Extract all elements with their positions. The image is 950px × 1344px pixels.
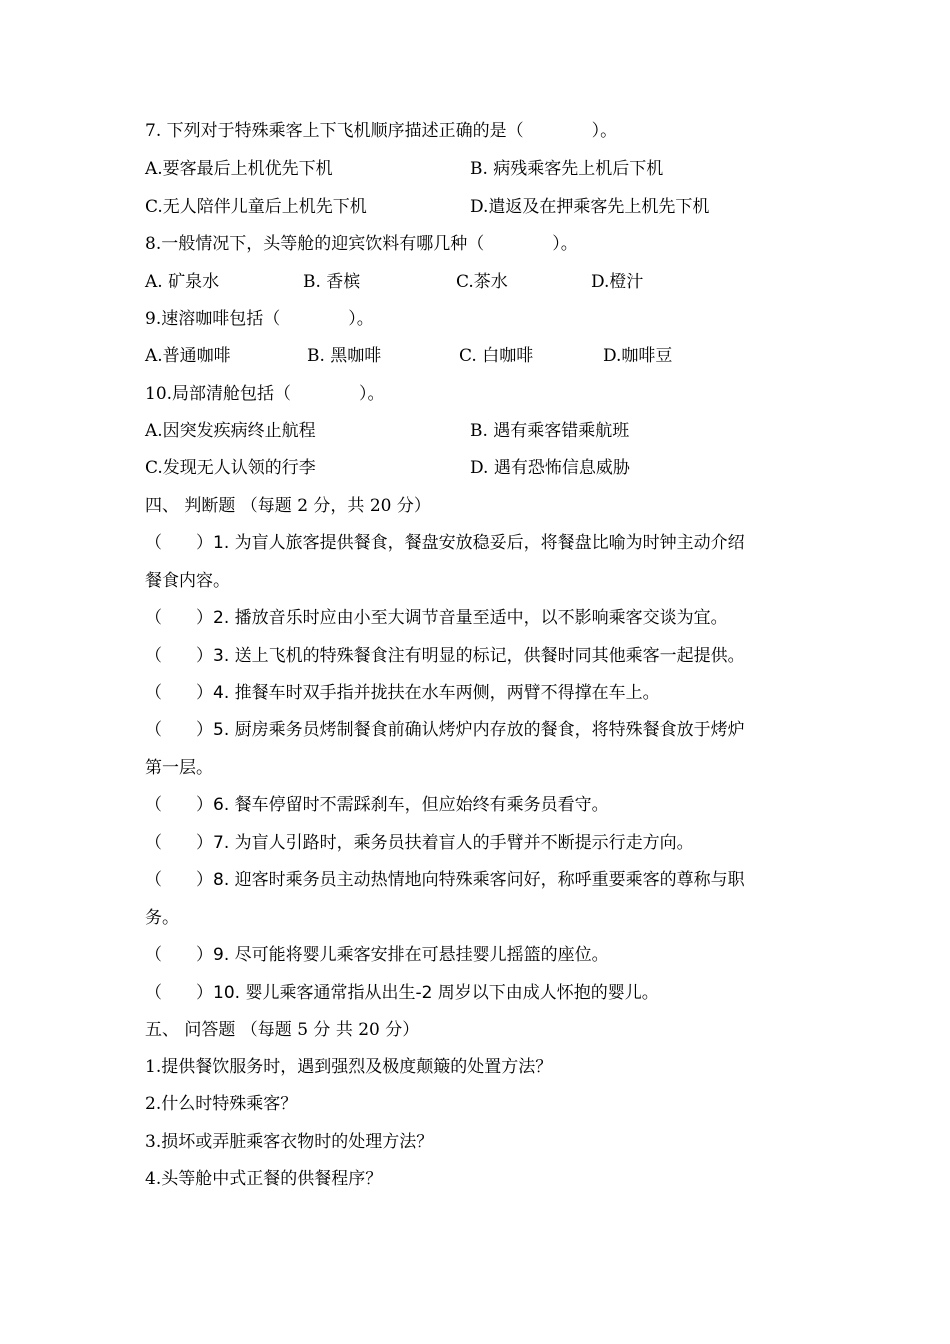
option-d: D.咖啡豆 (603, 346, 673, 366)
option-b: B. 黑咖啡 (307, 346, 382, 366)
judge-item-9: （ ）9. 尽可能将婴儿乘客安排在可悬挂婴儿摇篮的座位。 (145, 945, 609, 965)
judge-item-5: （ ）5. 厨房乘务员烤制餐食前确认烤炉内存放的餐食，将特殊餐食放于烤炉 (145, 720, 745, 740)
option-c: C.无人陪伴儿童后上机先下机 (145, 197, 367, 217)
judge-item-3: （ ）3. 送上飞机的特殊餐食注有明显的标记，供餐时同其他乘客一起提供。 (145, 646, 745, 666)
judge-item-10: （ ）10. 婴儿乘客通常指从出生-2 周岁以下由成人怀抱的婴儿。 (145, 983, 659, 1003)
option-c: C.发现无人认领的行李 (145, 458, 316, 478)
question-8-stem: 8.一般情况下，头等舱的迎宾饮料有哪几种（ ）。 (145, 234, 578, 254)
option-c: C. 白咖啡 (459, 346, 534, 366)
option-d: D.橙汁 (591, 272, 644, 292)
judge-item-2: （ ）2. 播放音乐时应由小至大调节音量至适中，以不影响乘客交谈为宜。 (145, 608, 728, 628)
question-7-stem: 7. 下列对于特殊乘客上下飞机顺序描述正确的是（ ）。 (145, 121, 618, 141)
judge-item-5-continued: 第一层。 (145, 758, 213, 778)
question-9-stem: 9.速溶咖啡包括（ ）。 (145, 309, 374, 329)
judge-item-1: （ ）1. 为盲人旅客提供餐食，餐盘安放稳妥后，将餐盘比喻为时钟主动介绍 (145, 533, 745, 553)
judge-item-4: （ ）4. 推餐车时双手指并拢扶在水车两侧，两臂不得撑在车上。 (145, 683, 660, 703)
option-d: D. 遇有恐怖信息威胁 (470, 458, 630, 478)
qa-item-3: 3.损坏或弄脏乘客衣物时的处理方法？ (145, 1132, 434, 1152)
qa-item-1: 1.提供餐饮服务时，遇到强烈及极度颠簸的处置方法？ (145, 1057, 553, 1077)
section-heading-judge: 四、 判断题 （每题 2 分，共 20 分） (145, 496, 431, 516)
option-b: B. 遇有乘客错乘航班 (470, 421, 630, 441)
qa-item-2: 2.什么时特殊乘客？ (145, 1094, 298, 1114)
judge-item-8: （ ）8. 迎客时乘务员主动热情地向特殊乘客问好，称呼重要乘客的尊称与职 (145, 870, 745, 890)
option-b: B. 病残乘客先上机后下机 (470, 159, 664, 179)
option-a: A.普通咖啡 (145, 346, 231, 366)
option-a: A.要客最后上机优先下机 (145, 159, 333, 179)
question-10-stem: 10.局部清舱包括（ ）。 (145, 384, 385, 404)
option-a: A.因突发疾病终止航程 (145, 421, 316, 441)
judge-item-7: （ ）7. 为盲人引路时，乘务员扶着盲人的手臂并不断提示行走方向。 (145, 833, 694, 853)
judge-item-1-continued: 餐食内容。 (145, 571, 230, 591)
option-c: C.茶水 (456, 272, 508, 292)
option-b: B. 香槟 (303, 272, 361, 292)
qa-item-4: 4.头等舱中式正餐的供餐程序？ (145, 1169, 383, 1189)
section-heading-qa: 五、 问答题 （每题 5 分 共 20 分） (145, 1020, 420, 1040)
option-a: A. 矿泉水 (145, 272, 220, 292)
option-d: D.遣返及在押乘客先上机先下机 (470, 197, 710, 217)
judge-item-6: （ ）6. 餐车停留时不需踩刹车，但应始终有乘务员看守。 (145, 795, 609, 815)
judge-item-8-continued: 务。 (145, 908, 179, 928)
